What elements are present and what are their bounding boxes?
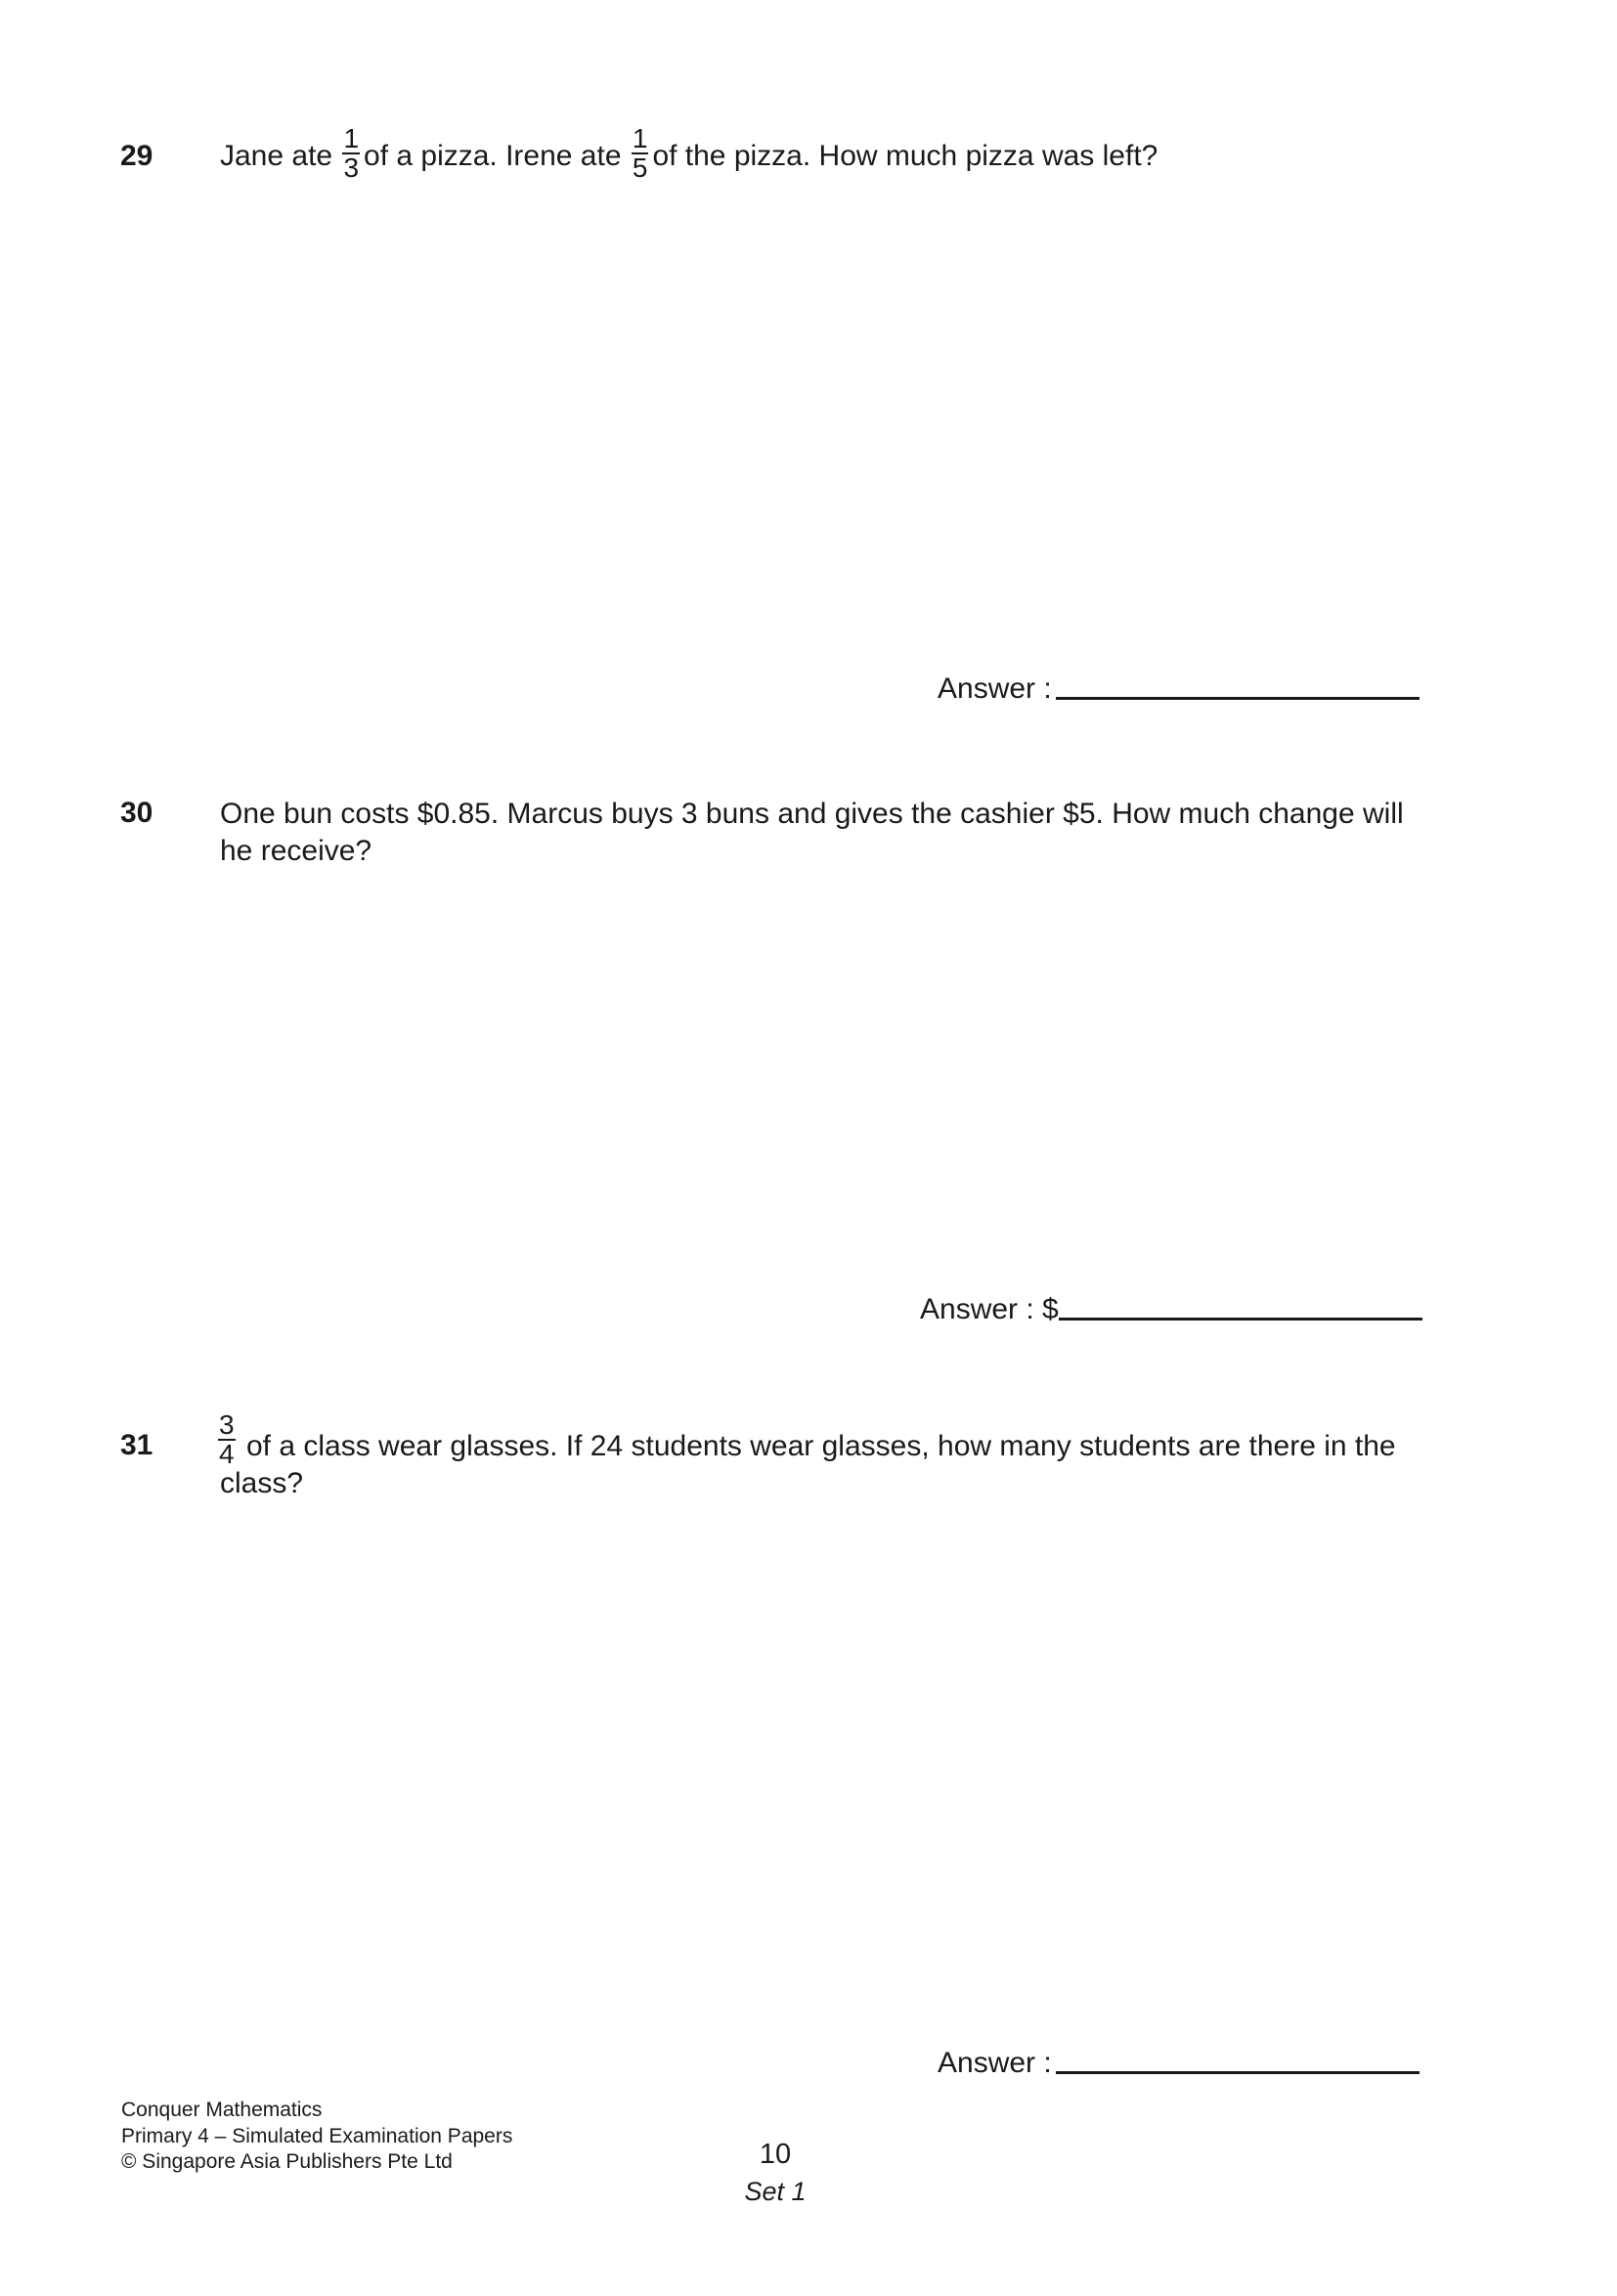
numerator: 3 <box>219 1409 235 1440</box>
answer-label: Answer : <box>938 2047 1052 2079</box>
question-text: One bun costs $0.85. Marcus buys 3 buns and gives the cashier $5. How much change will he receive? <box>220 798 1404 867</box>
denominator: 4 <box>219 1439 235 1469</box>
fraction <box>342 125 360 182</box>
question-text: of a class wear glasses. If 24 students wear glasses, how many students are there in the class? <box>220 1430 1396 1499</box>
answer-line[interactable] <box>1059 1318 1422 1321</box>
answer-field[interactable] <box>938 672 1420 706</box>
footer-line: Conquer Mathematics <box>121 2099 323 2121</box>
footer-line: Primary 4 – Simulated Examination Papers <box>121 2124 513 2147</box>
answer-label: Answer : <box>938 672 1052 705</box>
answer-field[interactable] <box>920 1293 1422 1326</box>
fraction <box>632 125 649 182</box>
answer-line[interactable] <box>1056 697 1420 700</box>
text-part: of the pizza. How much pizza was left? <box>652 140 1158 172</box>
numerator: 1 <box>343 123 360 154</box>
question-number: 30 <box>120 797 153 829</box>
answer-line[interactable] <box>1056 2071 1420 2074</box>
footer-line: © Singapore Asia Publishers Pte Ltd <box>121 2150 453 2173</box>
answer-label: Answer : $ <box>920 1293 1059 1325</box>
answer-field[interactable] <box>938 2047 1420 2080</box>
footer-publisher <box>121 2098 512 2176</box>
question-text <box>220 125 1432 188</box>
numerator: 1 <box>632 123 648 154</box>
page-number: 10 <box>759 2139 792 2170</box>
denominator: 5 <box>632 152 648 184</box>
text-part: Jane ate <box>220 140 333 172</box>
question-number: 31 <box>120 1429 153 1461</box>
denominator: 3 <box>343 152 360 184</box>
text-part: of a pizza. Irene ate <box>364 140 622 172</box>
set-label: Set 1 <box>744 2177 807 2206</box>
question-number: 29 <box>120 140 153 172</box>
